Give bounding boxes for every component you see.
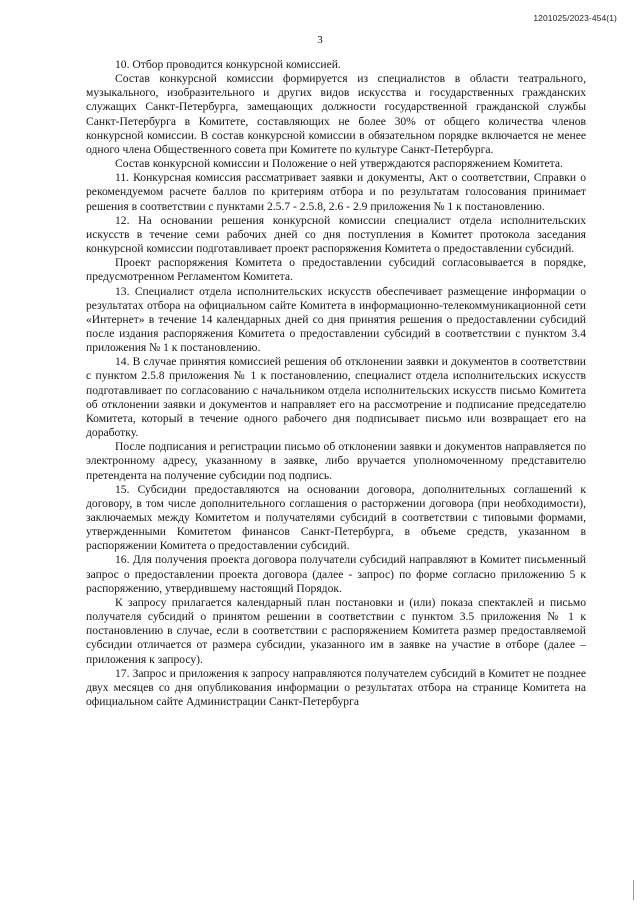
paragraph-16-request-attachments: К запросу прилагается календарный план постановки и (или) показа спектаклей и письмо получателя субсидий о принятом решении в соответствии с пунктом 3.5 приложения № 1 к постановлению в случае, если в соответствии с распоряжением Комитета размер предоставляемой субсидии отличается от размера субсидии, указанного им в заявке на участие в отборе (далее – приложения к запросу). [86, 595, 586, 666]
paragraph-10-commission-approval: Состав конкурсной комиссии и Положение о ней утверждаются распоряжением Комитета. [115, 157, 563, 171]
page-number: 3 [317, 34, 323, 46]
paragraph-10: 10. Отбор проводится конкурсной комиссией. [115, 58, 341, 71]
scan-edge-mark [633, 880, 634, 900]
document-body [86, 58, 586, 709]
paragraph-13: 13. Специалист отдела исполнительских искусств обеспечивает размещение информации о результатах отбора на официальном сайте Комитета в информационно-телекоммуникационной сети «Интернет» в течение 14 календарных дней со дня принятия решения о предоставлении субсидий после издания распоряжения Комитета о предоставлении субсидий в соответствии с пунктом 3.4 приложения № 1 к постановлению. [86, 284, 586, 355]
paragraph-17: 17. Запрос и приложения к запросу направляются получателем субсидий в Комитет не позднее двух месяцев со дня опубликования информации о результатах отбора на странице Комитета на официальном сайте Администрации Санкт-Петербурга [86, 666, 586, 709]
paragraph-16: 16. Для получения проекта договора получатели субсидий направляют в Комитет письменный запрос о предоставлении проекта договора (далее - запрос) по форме согласно приложению 5 к распоряжению, утвердившему настоящий Порядок. [86, 553, 586, 595]
document-id: 1201025/2023-454(1) [533, 13, 617, 23]
paragraph-11: 11. Конкурсная комиссия рассматривает заявки и документы, Акт о соответствии, Справки о рекомендуемом расчете баллов по критериям отбора и по результатам голосования принимает решения в соответствии с пунктами 2.5.7 - 2.5.8, 2.6 - 2.9 приложения № 1 к постановлению. [86, 171, 586, 213]
paragraph-12: 12. На основании решения конкурсной комиссии специалист отдела исполнительских искусств в течение семи рабочих дней со дня поступления в Комитет протокола заседания конкурсной комиссии подготавливает проект распоряжения Комитета о предоставлении субсидий. [86, 213, 586, 256]
paragraph-14-letter-delivery: После подписания и регистрации письмо об отклонении заявки и документов направляется по электронному адресу, указанному в заявке, либо вручается уполномоченному представителю претендента на получение субсидии под подпись. [86, 440, 586, 482]
paragraph-15: 15. Субсидии предоставляются на основании договора, дополнительных соглашений к договору, в том числе дополнительного соглашения о расторжении договора (при необходимости), заключаемых между Комитетом и получателями субсидий в соответствии с типовыми формами, утвержденными Комитетом финансов Санкт-Петербурга, в объеме средств, указанном в распоряжении Комитета о предоставлении субсидий. [86, 482, 586, 553]
paragraph-14: 14. В случае принятия комиссией решения об отклонении заявки и документов в соответствии с пунктом 2.5.8 приложения № 1 к постановлению, специалист отдела исполнительских искусств подготавливает по согласованию с начальником отдела исполнительских искусств письмо Комитета об отклонении заявки и документов и направляет его на рассмотрение и подписание председателю Комитета, который в течение одного рабочего дня подписывает письмо или возвращает его на доработку. [86, 355, 586, 440]
paragraph-12-draft-approval: Проект распоряжения Комитета о предоставлении субсидий согласовывается в порядке, предусмотренном Регламентом Комитета. [86, 256, 586, 284]
paragraph-10-commission-composition: Состав конкурсной комиссии формируется из специалистов в области театрального, музыкального, изобразительного и других видов искусства и государственных гражданских служащих Санкт-Петербурга, замещающих должности государственной гражданской службы Санкт-Петербурга в Комитете, составляющих не более 30% от общего количества членов конкурсной комиссии. В состав конкурсной комиссии в обязательном порядке включается не менее одного члена Общественного совета при Комитете по культуре Санкт-Петербурга. [86, 72, 586, 156]
